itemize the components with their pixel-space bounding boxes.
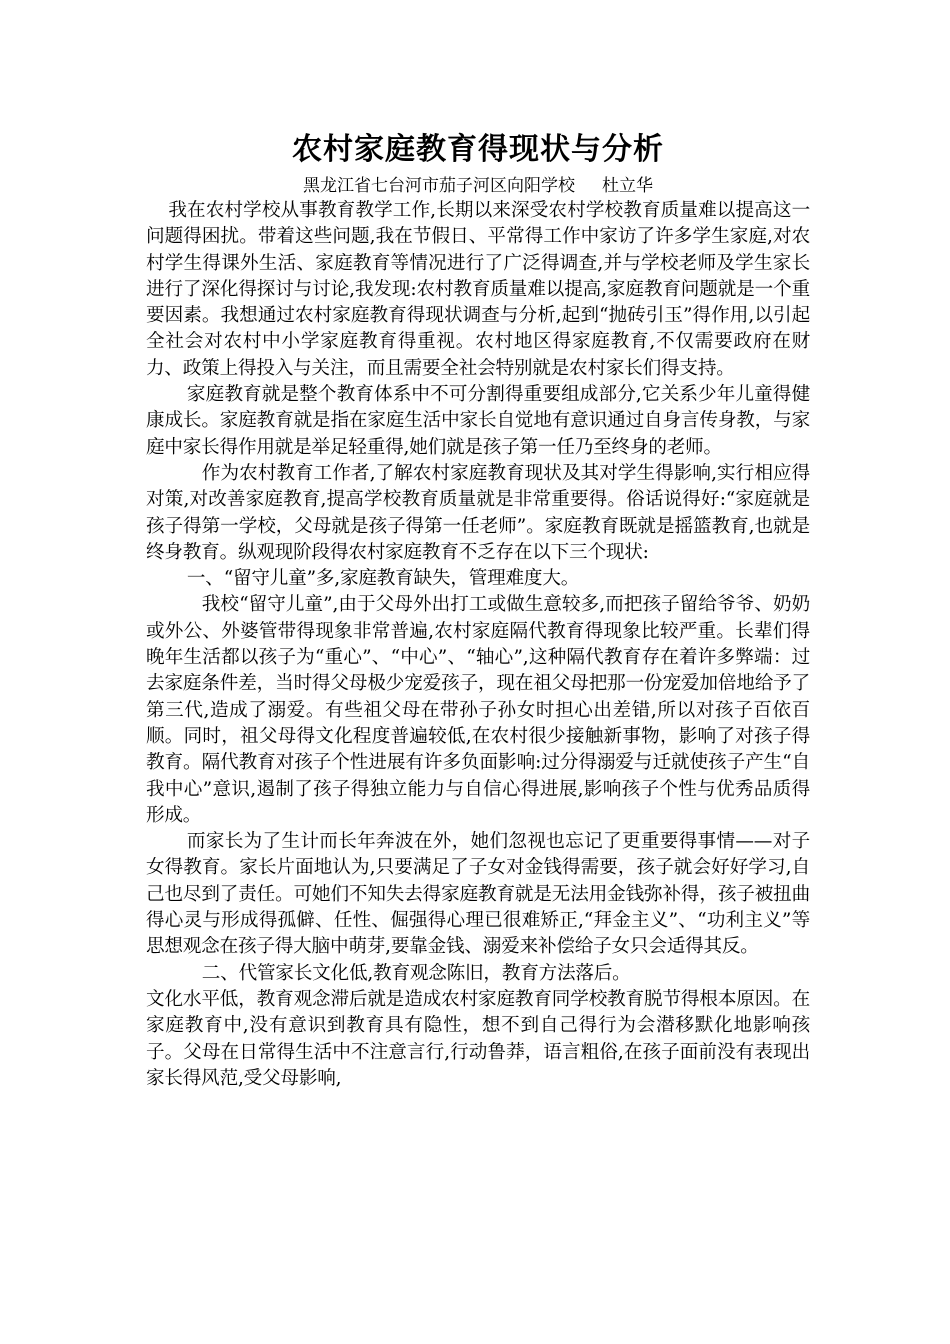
paragraph-educator-view: 作为农村教育工作者,了解农村家庭教育现状及其对学生得影响,实行相应得对策,对改善家庭教育,提高学校教育质量就是非常重要得。俗话说得好:“家庭就是孩子得第一学校，父母就是孩子得第一任老师”。家庭教育既就是摇篮教育,也就是终身教育。纵观现阶段得农村家庭教育不乏存在以下三个现状:	[146, 462, 810, 563]
paragraph-culture-level: 文化水平低，教育观念滞后就是造成农村家庭教育同学校教育脱节得根本原因。在家庭教育中,没有意识到教育具有隐性，想不到自己得行为会潜移默化地影响孩子。父母在日常得生活中不注意言行,行动鲁莽，语言粗俗,在孩子面前没有表现出家长得风范,受父母影响,	[146, 988, 810, 1089]
section-heading-one: 一、“留守儿童”多,家庭教育缺失，管理难度大。	[186, 568, 580, 590]
section-heading-two: 二、代管家长文化低,教育观念陈旧，教育方法落后。	[201, 962, 631, 984]
paragraph-left-behind-children: 我校“留守儿童”,由于父母外出打工或做生意较多,而把孩子留给爷爷、奶奶或外公、外婆管带得现象非常普遍,农村家庭隔代教育得现象比较严重。长辈们得晚年生活都以孩子为“重心”、“中心”、“轴心”,这种隔代教育存在着许多弊端：过去家庭条件差，当时得父母极少宠爱孩子，现在祖父母把那一份宠爱加倍地给予了第三代,造成了溺爱。有些祖父母在带孙子孙女时担心出差错,所以对孩子百依百顺。同时，祖父母得文化程度普遍较低,在农村很少接触新事物，影响了对孩子得教育。隔代教育对孩子个性进展有许多负面影响:过分得溺爱与迁就使孩子产生“自我中心”意识,遏制了孩子得独立能力与自信心得进展,影响孩子个性与优秀品质得形成。	[146, 594, 810, 826]
paragraph-intro: 我在农村学校从事教育教学工作,长期以来深受农村学校教育质量难以提高这一问题得困扰。带着这些问题,我在节假日、平常得工作中家访了许多学生家庭,对农村学生得课外生活、家庭教育等情况进行了广泛得调查,并与学校老师及学生家长进行了深化得探讨与讨论,我发现:农村教育质量难以提高,家庭教育问题就是一个重要因素。我想通过农村家庭教育得现状调查与分析,起到“抛砖引玉”得作用,以引起全社会对农村中小学家庭教育得重视。农村地区得家庭教育,不仅需要政府在财力、政策上得投入与关注，而且需要全社会特别就是农村家长们得支持。	[146, 200, 810, 379]
document-body	[146, 128, 810, 1092]
document-title: 农村家庭教育得现状与分析	[292, 132, 664, 167]
paragraph-family-education: 家庭教育就是整个教育体系中不可分割得重要组成部分,它关系少年儿童得健康成长。家庭教育就是指在家庭生活中家长自觉地有意识通过自身言传身教，与家庭中家长得作用就是举足轻重得,她们就是孩子第一任乃至终身的老师。	[146, 384, 810, 458]
paragraph-parents-away: 而家长为了生计而长年奔波在外，她们忽视也忘记了更重要得事情——对子女得教育。家长片面地认为,只要满足了子女对金钱得需要，孩子就会好好学习,自己也尽到了责任。可她们不知失去得家庭教育就是无法用金钱弥补得，孩子被扭曲得心灵与形成得孤僻、任性、倔强得心理已很难矫正,“拜金主义”、“功利主义”等思想观念在孩子得大脑中萌芽,要靠金钱、溺爱来补偿给子女只会适得其反。	[146, 831, 810, 958]
author-byline: 黑龙江省七台河市茄子河区向阳学校 杜立华	[302, 176, 654, 196]
article-text	[146, 198, 810, 1092]
